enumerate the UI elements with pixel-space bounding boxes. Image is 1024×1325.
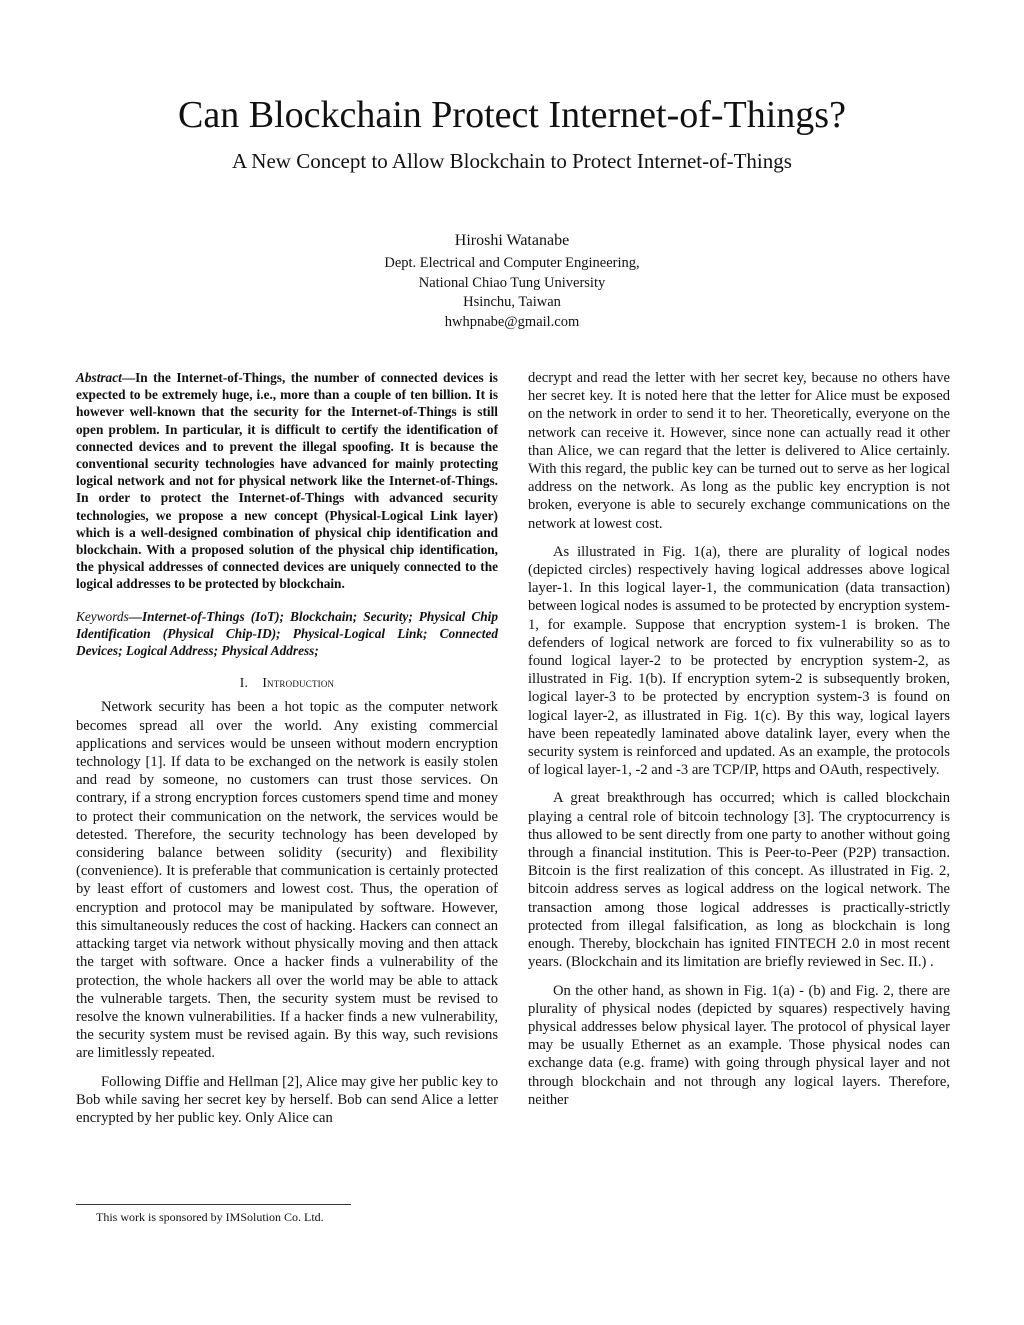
- author-name: Hiroshi Watanabe: [454, 232, 570, 249]
- abstract: [76, 369, 498, 593]
- abstract-text: —In the Internet-of-Things, the number of connected devices is expected to be extremely huge, i.e., more than a couple of ten billion. It is however well-known that the security for the Internet-of-Things is still open problem. In particular, it is difficult to certify the identification of connected devices and to prevent the illegal spoofing. It is because the conventional security technologies have advanced for mainly protecting logical network and not for physical network like the Internet-of-Things. In order to protect the Internet-of-Things with advanced security technologies, we propose a new concept (Physical-Logical Link layer) which is a well-designed combination of physical chip identification and blockchain. With a proposed solution of the physical chip identification, the physical addresses of connected devices are uniquely connected to the logical addresses to be protected by blockchain.: [76, 370, 498, 592]
- body-paragraph-continuation: decrypt and read the letter with her secret key, because no others have her secret key. It is noted here that the letter for Alice must be exposed on the network in order to send it to her. Theoretically, everyone on the network can receive it. However, since none can actually read it other than Alice, we can regard that the letter is delivered to Alice certainly. With this regard, the public key can be turned out to serve as her logical address on the network. As long as the public key encryption is not broken, everyone is able to securely exchange communications on the network at lowest cost.: [528, 370, 950, 532]
- body-paragraph: Following Diffie and Hellman [2], Alice may give her public key to Bob while saving her secret key by herself. Bob can send Alice a letter encrypted by her public key. Only Alice can: [76, 1073, 498, 1126]
- footnote-divider: [76, 1204, 351, 1205]
- abstract-label: Abstract: [76, 370, 122, 385]
- left-column: [76, 369, 498, 1137]
- body-paragraph: Network security has been a hot topic as the computer network becomes spread all over the world. Any existing commercial applications and services would be unseen without modern encryption technology [1]. If data to be exchanged on the network is easily stolen and read by someone, no customers can trust those services. On contrary, if a strong encryption forces customers spend time and money to protect their communication on the network, the services would be detested. Therefore, the security technology has been developed by considering balance between solidity (security) and flexibility (convenience). It is preferable that communication is certainly protected by least effort of customers and lowest cost. Thus, the operation of encryption and protocol may be manipulated by software. However, this simultaneously reduces the cost of hacking. Hackers can connect an attacking target via network without physically moving and then attack the target with software. Once a hacker finds a vulnerability of the protection, the whole hackers all over the world may be able to attack the vulnerable targets. Then, the security system must be revised to resolve the known vulnerabilities. If a hacker finds a new vulnerability, the security system must be revised again. By this way, such revisions are limitlessly repeated.: [76, 699, 498, 1062]
- footnote: This work is sponsored by IMSolution Co. Ltd.: [96, 1210, 324, 1224]
- body-paragraph: On the other hand, as shown in Fig. 1(a) - (b) and Fig. 2, there are plurality of physical nodes (depicted by squares) respectively having physical addresses below physical layer. The protocol of physical layer may be usually Ethernet as an example. Those physical nodes can exchange data (e.g. frame) with going through physical layer and not through blockchain and not through any logical layers. Therefore, neither: [528, 982, 950, 1108]
- keywords: [76, 608, 498, 660]
- author-affiliation: [0, 254, 1024, 332]
- section-heading: [76, 674, 498, 692]
- author-email: hwhpnabe@gmail.com: [444, 313, 580, 330]
- section-number: I.: [239, 675, 249, 691]
- section-title: Introduction: [262, 675, 335, 691]
- right-column: [528, 369, 950, 1119]
- paper-title: Can Blockchain Protect Internet-of-Things?: [178, 94, 846, 136]
- keywords-text: —Internet-of-Things (IoT); Blockchain; Security; Physical Chip Identification (Physical Chip-ID); Physical-Logical Link; Connected Devices; Logical Address; Physical Address;: [76, 608, 498, 659]
- author-university: National Chiao Tung University: [418, 274, 606, 291]
- paper-subtitle: A New Concept to Allow Blockchain to Protect Internet-of-Things: [232, 149, 792, 173]
- author-location: Hsinchu, Taiwan: [463, 294, 561, 310]
- keywords-label: Keywords: [76, 608, 129, 624]
- author-dept: Dept. Electrical and Computer Engineering,: [384, 255, 640, 271]
- body-paragraph: A great breakthrough has occurred; which is called blockchain playing a central role of bitcoin technology [3]. The cryptocurrency is thus allowed to be sent directly from one party to another without going through a financial institution. This is Peer-to-Peer (P2P) transaction. Bitcoin is the first realization of this concept. As illustrated in Fig. 2, bitcoin address serves as logical address on the logical network. The transaction among those logical addresses is practically-strictly protected from illegal falsification, as long as blockchain is long enough. Thereby, blockchain has ignited FINTECH 2.0 in most recent years. (Blockchain and its limitation are briefly reviewed in Sec. II.) .: [528, 790, 950, 971]
- body-paragraph: As illustrated in Fig. 1(a), there are plurality of logical nodes (depicted circles) respectively having logical addresses above logical layer-1. In this logical layer-1, the communication (data transaction) between logical nodes is assumed to be protected by encryption system-1, for example. Suppose that encryption system-1 is broken. The defenders of logical network are forced to fix vulnerability so as to found logical layer-2 to be protected by encryption system-2, as illustrated in Fig. 1(b). If encryption sytem-2 is subsequently broken, logical layer-3 to be protected by encryption system-3 is found on logical layer-2, as illustrated in Fig. 1(c). By this way, logical layers have been repeatedly laminated above datalink layer, every when the security system is reinforced and updated. As an example, the protocols of logical layer-1, -2 and -3 are TCP/IP, https and OAuth, respectively.: [528, 543, 950, 779]
